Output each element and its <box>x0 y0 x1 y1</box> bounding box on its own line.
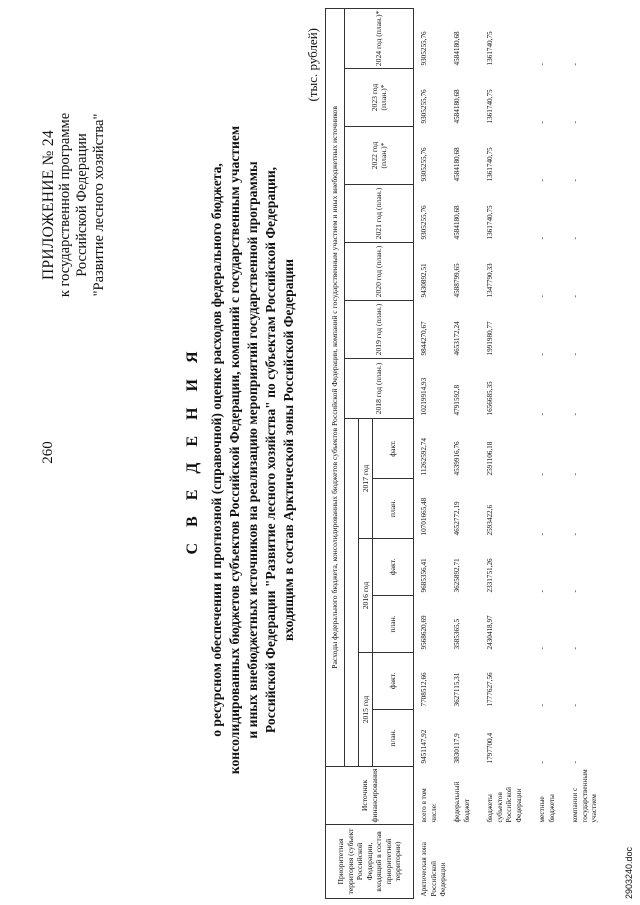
value-cell: - <box>538 704 546 707</box>
value-cell: - <box>571 353 579 356</box>
value-cell: - <box>571 413 579 416</box>
value-cell: - <box>538 295 546 298</box>
title-line-1: о ресурсном обеспечении и прогнозной (справочной) оценке расходов федерального бюджета, <box>209 163 224 737</box>
title-line-3: и иных внебюджетных источников на реализацию мероприятий государственной программы <box>245 161 260 739</box>
value-cell: - <box>571 473 579 476</box>
header-2016-fact: факт. <box>373 539 414 596</box>
document-heading: С В Е Д Е Н И Я <box>184 345 201 555</box>
value-cell: - <box>571 533 579 536</box>
header-2024: 2024 год (план.)* <box>345 8 414 68</box>
header-2015: 2015 год <box>359 653 373 767</box>
value-cell: 2593422,6 <box>486 504 494 536</box>
value-cell: - <box>538 590 546 593</box>
header-expenditure-group: Расходы федерального бюджета, консолидированных бюджетов субъектов Российской Федерации, компаний с государственным участием и иных внебюджетных источников <box>326 8 345 766</box>
value-cell: - <box>571 237 579 240</box>
header-reporting-years <box>345 419 359 767</box>
title-line-2: консолидированных бюджетов субъектов Российской Федерации, компаний с государственным участием <box>227 125 242 775</box>
value-cell: - <box>538 761 546 764</box>
header-2021: 2021 год (план.) <box>345 185 414 243</box>
value-cell: 1777627,56 <box>486 672 494 707</box>
appendix-header <box>40 40 108 370</box>
value-cell: 9568620,69 <box>420 615 428 650</box>
table-row <box>414 8 448 898</box>
appendix-title: ПРИЛОЖЕНИЕ № 24 <box>40 129 57 281</box>
value-cell: 2430418,97 <box>486 615 494 650</box>
value-cell: - <box>538 413 546 416</box>
source-cell: всего в том числе: <box>420 788 438 823</box>
title-line-4: Российской Федерации "Развитие лесного хозяйства" по субъектам Российской Федерации, <box>263 166 278 734</box>
value-cell: 1361740,75 <box>486 205 494 240</box>
value-cell: 9844270,67 <box>420 321 428 356</box>
header-2019: 2019 год (план.) <box>345 301 414 359</box>
value-cell: 4584180,68 <box>453 205 461 240</box>
header-2022: 2022 год (план.)* <box>345 127 414 185</box>
value-cell: 11262592,74 <box>420 438 428 476</box>
value-cell: - <box>538 237 546 240</box>
value-cell: 9305255,76 <box>420 147 428 182</box>
value-cell: 4653172,24 <box>453 321 461 356</box>
header-2023: 2023 год (план.)* <box>345 69 414 127</box>
value-cell: - <box>571 647 579 650</box>
value-cell: 4584180,68 <box>453 89 461 124</box>
source-cell: бюджеты субъектов Российской Федерации <box>486 787 523 823</box>
header-territory: Приоритетная территория (субъект Российской Федерации, входящий в состав приоритетной территории) <box>326 825 414 899</box>
value-cell: 1361740,75 <box>486 89 494 124</box>
value-cell: - <box>538 179 546 182</box>
value-cell: 10701665,48 <box>420 497 428 536</box>
source-cell: местные бюджеты <box>538 794 556 823</box>
page-number: 260 <box>40 441 56 464</box>
appendix-line-1: к государственной программе <box>57 112 73 298</box>
value-cell: - <box>538 353 546 356</box>
value-cell: 9451147,92 <box>420 729 428 764</box>
expenditure-table <box>325 8 614 899</box>
value-cell: 9305255,76 <box>420 205 428 240</box>
value-cell: 9685356,41 <box>420 558 428 593</box>
header-2018: 2018 год (план.) <box>345 359 414 419</box>
value-cell: 4652772,19 <box>453 501 461 536</box>
footer-filename: 2903240.doc <box>624 846 634 899</box>
table-row <box>532 8 565 898</box>
header-2015-fact: факт. <box>373 653 414 710</box>
source-cell: федеральный бюджет <box>453 781 471 823</box>
value-cell: - <box>538 533 546 536</box>
value-cell: 1361740,75 <box>486 31 494 66</box>
table-row <box>480 8 532 898</box>
value-cell: - <box>538 63 546 66</box>
expenditure-table-wrapper <box>325 10 614 899</box>
header-2017-plan: план. <box>373 479 414 539</box>
header-2015-plan: план. <box>373 710 414 767</box>
units-label: (тыс. рублей) <box>305 28 320 102</box>
value-cell: - <box>571 590 579 593</box>
header-2017-fact: факт. <box>373 419 414 479</box>
value-cell: - <box>571 704 579 707</box>
value-cell: - <box>571 63 579 66</box>
table-body <box>414 8 614 898</box>
value-cell: 1797700,4 <box>486 732 494 764</box>
value-cell: - <box>538 473 546 476</box>
value-cell: 1991980,77 <box>486 321 494 356</box>
header-source: Источник финансирования <box>326 767 414 825</box>
value-cell: 1347790,33 <box>486 263 494 298</box>
title-line-5: входящим в состав Арктической зоны Российской Федерации <box>281 258 296 642</box>
table-row <box>565 8 614 898</box>
header-2016-plan: план. <box>373 596 414 653</box>
value-cell: 4584180,68 <box>453 31 461 66</box>
value-cell: 9430892,51 <box>420 263 428 298</box>
value-cell: 3627115,31 <box>453 672 461 707</box>
value-cell: 7708512,66 <box>420 672 428 707</box>
appendix-line-2: Российской Федерации <box>74 133 90 277</box>
value-cell: 4791592,8 <box>453 384 461 416</box>
value-cell: - <box>571 761 579 764</box>
value-cell: - <box>571 179 579 182</box>
value-cell: - <box>571 295 579 298</box>
value-cell: 1656685,35 <box>486 381 494 416</box>
value-cell: - <box>538 647 546 650</box>
value-cell: 1361740,75 <box>486 147 494 182</box>
appendix-line-3: "Развитие лесного хозяйства" <box>91 113 107 297</box>
document-title <box>184 65 298 835</box>
table-row <box>447 8 480 898</box>
value-cell: 4588799,65 <box>453 263 461 298</box>
value-cell: 3585365,5 <box>453 618 461 650</box>
value-cell: 9305255,76 <box>420 31 428 66</box>
header-2020: 2020 год (план.) <box>345 243 414 301</box>
value-cell: - <box>571 121 579 124</box>
value-cell: 4584180,68 <box>453 147 461 182</box>
header-2017: 2017 год <box>359 419 373 539</box>
header-2016: 2016 год <box>359 539 373 653</box>
value-cell: 2331751,26 <box>486 558 494 593</box>
value-cell: 9305255,76 <box>420 89 428 124</box>
value-cell: - <box>538 121 546 124</box>
value-cell: 10219914,93 <box>420 377 428 416</box>
value-cell: 3625892,71 <box>453 558 461 593</box>
value-cell: 3830117,9 <box>453 733 461 764</box>
value-cell: 2591106,18 <box>486 441 494 476</box>
value-cell: 4539916,76 <box>453 441 461 476</box>
source-cell: компании с государственным участием <box>571 769 598 823</box>
territory-cell: Арктическая зона Российской Федерации <box>420 842 447 897</box>
